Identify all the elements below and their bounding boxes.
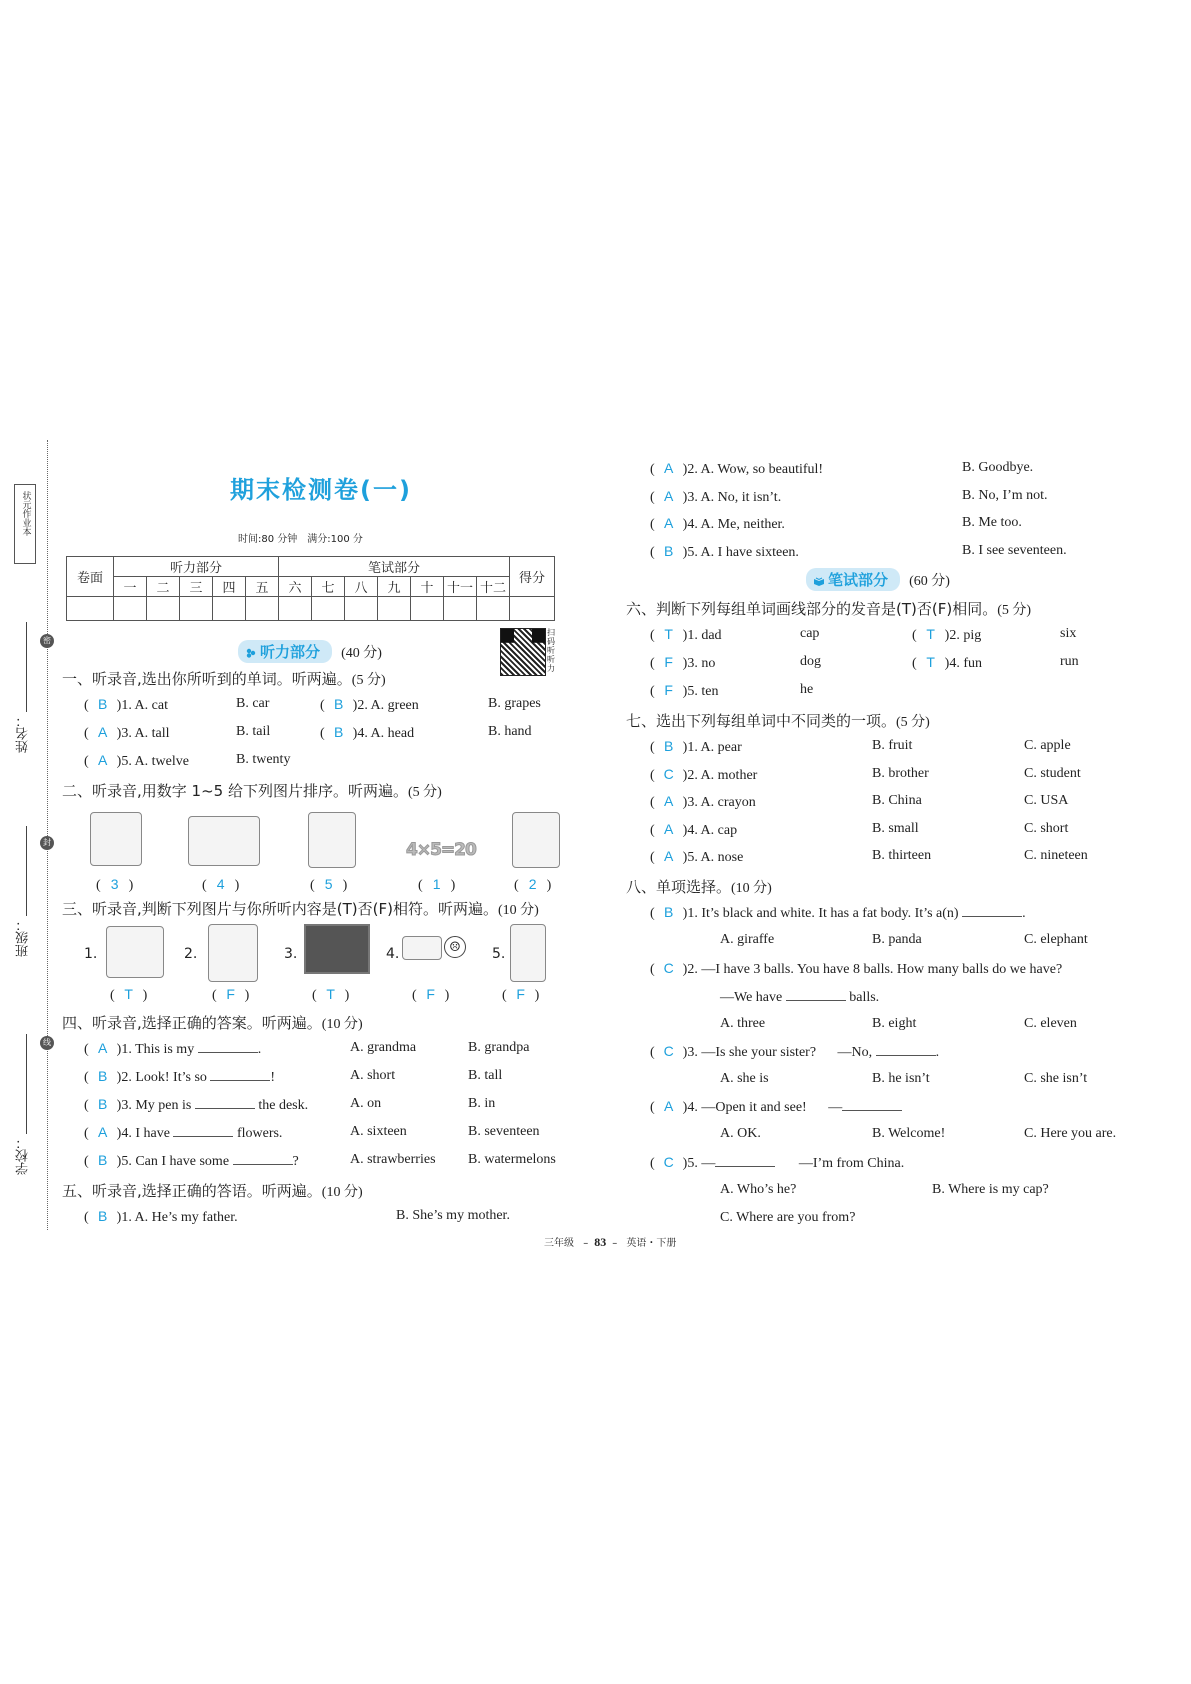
question-row: ( A )4. A. Me, neither. B. Me too.: [650, 515, 1022, 532]
answer-blank: [195, 1096, 255, 1109]
answer-mark[interactable]: A: [98, 1040, 108, 1056]
question-stem: )2. —I have 3 balls. You have 8 balls. How many balls do we have?: [682, 962, 1063, 977]
dots-icon: [246, 648, 256, 658]
answer-mark[interactable]: B: [664, 904, 674, 920]
section-7-title: [626, 710, 930, 731]
answer-mark[interactable]: T: [326, 986, 335, 1002]
score-cell[interactable]: [147, 597, 180, 621]
option-a: )2. A. mother: [682, 768, 758, 783]
question-row: ( A )4. —Open it and see! —: [650, 1098, 902, 1116]
section-5-title: [62, 1180, 363, 1201]
listening-pill: [238, 640, 332, 663]
section-4-title: [62, 1012, 363, 1033]
score-cell[interactable]: [510, 597, 555, 621]
option-b: B. tail: [236, 724, 271, 739]
option-a: A. giraffe: [720, 932, 775, 947]
score-cell[interactable]: [378, 597, 411, 621]
answer-mark[interactable]: A: [664, 1098, 674, 1114]
picture-number: 2.: [184, 946, 198, 962]
question-line-2: [720, 988, 879, 1006]
option-a: )4. A. Me, neither.: [682, 517, 785, 532]
tf-answer: ( T ): [110, 986, 148, 1003]
option-b: B. watermelons: [468, 1152, 556, 1167]
score-cell[interactable]: [67, 597, 114, 621]
score-cell[interactable]: [444, 597, 477, 621]
option-c: C. nineteen: [1024, 848, 1088, 863]
question-row: ( B )1. A. pear B. fruit C. apple: [650, 738, 1071, 755]
option-b: B. panda: [872, 932, 922, 947]
answer-mark[interactable]: C: [663, 960, 674, 976]
question-stem-end: .: [257, 1042, 262, 1057]
options-row: [720, 1071, 1150, 1087]
section-points: (5 分): [997, 603, 1032, 618]
answer-blank: [210, 1068, 270, 1081]
question-stem: )1. This is my: [116, 1042, 195, 1057]
section-6-title: [626, 598, 1031, 619]
listening-header: 听力部分: [114, 557, 279, 577]
section-points: (10 分): [321, 1185, 363, 1200]
answer-mark[interactable]: A: [664, 488, 674, 504]
tf-answer: ( T ): [312, 986, 350, 1003]
picture-number: 1.: [84, 946, 98, 962]
section-2-title: [62, 780, 442, 801]
option-b: B. grapes: [488, 696, 541, 711]
col-header: 十: [411, 577, 444, 597]
option-a: )5. A. nose: [682, 850, 744, 865]
word-1: )4. fun: [944, 656, 982, 671]
col-header: 六: [279, 577, 312, 597]
girl-with-ball-picture: [512, 812, 560, 868]
page-footer: 三年级 – 83 – 英语・下册: [544, 1235, 677, 1249]
option-a: )5. A. twelve: [116, 754, 189, 769]
option-a: A. strawberries: [350, 1152, 436, 1167]
option-b: B. tall: [468, 1068, 503, 1083]
footer-subject: 英语・下册: [626, 1238, 677, 1249]
score-cell[interactable]: [279, 597, 312, 621]
tf-answer: ( F ): [412, 986, 450, 1003]
option-b: B. thirteen: [872, 848, 932, 863]
answer-mark[interactable]: B: [98, 1068, 108, 1084]
option-b: B. car: [236, 696, 270, 711]
answer-mark[interactable]: C: [663, 1154, 674, 1170]
answer-mark[interactable]: 4: [216, 876, 225, 892]
option-c: C. USA: [1024, 793, 1069, 808]
word-1: )3. no: [682, 656, 716, 671]
answer-mark[interactable]: T: [664, 626, 673, 642]
option-a: )3. A. No, it isn’t.: [682, 490, 782, 505]
question-row: ( B )1. It’s black and white. It has a fat body. It’s a(n) .: [650, 904, 1026, 921]
answer-blank: [786, 988, 846, 1001]
answer-mark[interactable]: C: [663, 766, 674, 782]
option-c: C. elephant: [1024, 932, 1088, 947]
word-2: cap: [800, 626, 820, 641]
option-b: B. he isn’t: [872, 1071, 930, 1086]
option-a: )5. A. I have sixteen.: [682, 545, 799, 560]
reply-text: —I’m from China.: [798, 1156, 905, 1171]
option-a: )1. A. He’s my father.: [116, 1210, 238, 1225]
col-header: 九: [378, 577, 411, 597]
section-title-text: 三、听录音,判断下列图片与你所听内容是(T)否(F)相符。听两遍。: [62, 900, 498, 918]
question-row: ( A )5. A. nose B. thirteen C. nineteen: [650, 848, 1088, 865]
picture-number: 4.: [386, 946, 400, 962]
order-answer: ( 4 ): [202, 876, 240, 893]
question-stem: )2. Look! It’s so: [116, 1070, 207, 1085]
option-c: C. apple: [1024, 738, 1071, 753]
brand-box: [14, 484, 36, 564]
option-a: )1. A. pear: [682, 740, 742, 755]
score-cell[interactable]: [411, 597, 444, 621]
name-label: 姓名：: [16, 714, 31, 753]
word-1: )2. pig: [944, 628, 982, 643]
seal-feng: 封: [40, 836, 54, 850]
question-stem-end: !: [270, 1070, 276, 1085]
order-answer: ( 3 ): [96, 876, 134, 893]
section-points: (10 分): [497, 903, 539, 918]
question-stem: )5. Can I have some: [116, 1154, 230, 1169]
girl-touching-head-picture: [90, 812, 142, 866]
question-row: ( A )5. A. twelve B. twenty: [84, 752, 291, 769]
section-points: (10 分): [321, 1017, 363, 1032]
question-row: ( B )2. A. green B. grapes: [320, 696, 541, 713]
answer-mark[interactable]: A: [664, 848, 674, 864]
listening-pill-label: 听力部分: [260, 643, 321, 661]
answer-mark[interactable]: F: [516, 986, 525, 1002]
options-row: [720, 1182, 1150, 1198]
school-label: 学校：: [16, 1136, 31, 1175]
question-stem-end: .: [1022, 906, 1026, 921]
option-b: B. seventeen: [468, 1124, 540, 1139]
section-points: (5 分): [351, 673, 386, 688]
listening-section-header: [238, 640, 382, 663]
question-row: ( C )2. A. mother B. brother C. student: [650, 766, 1081, 783]
section-title-text: 七、选出下列每组单词中不同类的一项。: [626, 712, 897, 730]
class-label: 班级：: [16, 918, 31, 957]
option-b: B. hand: [488, 724, 532, 739]
word-2: run: [1060, 654, 1079, 669]
score-cell[interactable]: [114, 597, 147, 621]
option-a: )3. A. tall: [116, 726, 170, 741]
question-stem: )1. It’s black and white. It has a fat body. It’s a(n): [682, 906, 959, 921]
total-header: 得分: [510, 557, 555, 597]
option-b: B. Me too.: [962, 515, 1022, 530]
book-icon: [814, 576, 824, 586]
score-table: [66, 556, 555, 621]
footer-grade: 三年级: [544, 1238, 574, 1249]
option-b: B. grandpa: [468, 1040, 530, 1055]
answer-mark[interactable]: B: [98, 1096, 108, 1112]
score-row-label: 卷面: [67, 557, 114, 597]
name-field-line[interactable]: [26, 622, 27, 712]
answer-mark[interactable]: F: [664, 654, 673, 670]
question-row: ( B )2. Look! It’s so ! A. short B. tall: [84, 1068, 503, 1085]
answer-mark[interactable]: A: [664, 793, 674, 809]
equation-picture: 4×5=20: [406, 840, 476, 860]
answer-mark[interactable]: B: [98, 1208, 108, 1224]
answer-mark[interactable]: T: [926, 626, 935, 642]
answer-mark[interactable]: C: [663, 1043, 674, 1059]
question-row: ( B )1. A. cat B. car: [84, 696, 270, 713]
question-row: ( T )2. pig six: [912, 626, 1077, 643]
option-a: A. short: [350, 1068, 396, 1083]
page-title: 期末检测卷(一): [230, 476, 412, 504]
answer-blank: [962, 904, 1022, 917]
question-row: ( A )3. A. crayon B. China C. USA: [650, 793, 1069, 810]
option-b: B. eight: [872, 1016, 917, 1031]
box-picture: [106, 926, 164, 978]
question-stem-end: the desk.: [258, 1098, 309, 1113]
option-b: B. Welcome!: [872, 1126, 946, 1141]
col-header: 二: [147, 577, 180, 597]
question-row: ( B )3. My pen is the desk. A. on B. in: [84, 1096, 496, 1113]
question-stem: —We have: [720, 990, 783, 1005]
option-a: A. on: [350, 1096, 382, 1111]
option-c: C. short: [1024, 821, 1069, 836]
section-points: (5 分): [407, 785, 442, 800]
tf-answer: ( F ): [502, 986, 540, 1003]
answer-blank: [842, 1098, 902, 1111]
col-header: 八: [345, 577, 378, 597]
question-stem-end: flowers.: [236, 1126, 283, 1141]
answer-blank: [715, 1154, 775, 1167]
question-row: ( B )1. A. He’s my father. B. She’s my mother.: [84, 1208, 510, 1225]
option-a: )2. A. green: [352, 698, 419, 713]
order-answer: ( 5 ): [310, 876, 348, 893]
ostrich-picture: [510, 924, 546, 982]
answer-mark[interactable]: A: [98, 752, 108, 768]
section-3-title: [62, 898, 539, 919]
school-field-line[interactable]: [26, 1034, 27, 1134]
section-title-text: 二、听录音,用数字 1~5 给下列图片排序。听两遍。: [62, 782, 408, 800]
option-a: A. grandma: [350, 1040, 417, 1055]
option-a: )2. A. Wow, so beautiful!: [682, 462, 824, 477]
question-row: ( F )3. no dog: [650, 654, 821, 671]
col-header: 五: [246, 577, 279, 597]
option-a: )1. A. cat: [116, 698, 168, 713]
question-row: ( A )3. A. tall B. tail: [84, 724, 271, 741]
option-c: C. Where are you from?: [720, 1210, 856, 1225]
answer-mark[interactable]: B: [664, 738, 674, 754]
answer-mark[interactable]: 1: [432, 876, 441, 892]
section-title-text: 四、听录音,选择正确的答案。听两遍。: [62, 1014, 322, 1032]
answer-mark[interactable]: A: [664, 821, 674, 837]
answer-mark[interactable]: 5: [324, 876, 333, 892]
answer-mark[interactable]: T: [124, 986, 133, 1002]
col-header: 十二: [477, 577, 510, 597]
answer-mark[interactable]: B: [334, 696, 344, 712]
option-b: B. I see seventeen.: [962, 543, 1067, 558]
reply-text: —No,: [837, 1045, 873, 1060]
bear-on-toys-picture: [208, 924, 258, 982]
answer-mark[interactable]: A: [664, 460, 674, 476]
question-row: ( A )4. A. cap B. small C. short: [650, 821, 1069, 838]
answer-blank: [173, 1124, 233, 1137]
col-header: 十一: [444, 577, 477, 597]
options-row: [720, 932, 1150, 948]
answer-mark[interactable]: F: [426, 986, 435, 1002]
option-c: C. eleven: [1024, 1016, 1077, 1031]
section-8-title: [626, 876, 772, 897]
section-1-title: [62, 668, 386, 689]
question-row: ( B )5. A. I have sixteen. B. I see seventeen.: [650, 543, 1067, 560]
question-row: ( A )3. A. No, it isn’t. B. No, I’m not.: [650, 488, 1048, 505]
seal-mi: 密: [40, 634, 54, 648]
question-row: ( A )2. A. Wow, so beautiful! B. Goodbye.: [650, 460, 1034, 477]
writing-section-header: [806, 568, 950, 591]
option-b: B. Goodbye.: [962, 460, 1034, 475]
writing-header: 笔试部分: [279, 557, 510, 577]
answer-mark[interactable]: B: [664, 543, 674, 559]
option-a: )4. A. cap: [682, 823, 738, 838]
answer-mark[interactable]: 3: [110, 876, 119, 892]
answer-mark[interactable]: A: [98, 724, 108, 740]
option-a: )3. A. crayon: [682, 795, 756, 810]
score-cell[interactable]: [180, 597, 213, 621]
option-a: A. three: [720, 1016, 766, 1031]
teacher-blackboard-picture: [304, 924, 370, 974]
writing-pill-label: 笔试部分: [828, 571, 889, 589]
picture-number: 3.: [284, 946, 298, 962]
option-c: C. she isn’t: [1024, 1071, 1088, 1086]
options-row: [720, 1126, 1150, 1142]
answer-mark[interactable]: T: [926, 654, 935, 670]
word-1: )5. ten: [682, 684, 719, 699]
question-row: ( T )4. fun run: [912, 654, 1079, 671]
score-cell[interactable]: [345, 597, 378, 621]
col-header: 七: [312, 577, 345, 597]
sad-face-icon: ☹: [444, 936, 466, 958]
option-b: B. She’s my mother.: [396, 1208, 510, 1223]
answer-blank: [876, 1043, 936, 1056]
question-stem: )4. I have: [116, 1126, 170, 1141]
section-title-text: 六、判断下列每组单词画线部分的发音是(T)否(F)相同。: [626, 600, 998, 618]
option-b: B. brother: [872, 766, 929, 781]
question-row: ( B )4. A. head B. hand: [320, 724, 532, 741]
option-b: B. twenty: [236, 752, 291, 767]
answer-mark[interactable]: A: [98, 1124, 108, 1140]
score-cell[interactable]: [312, 597, 345, 621]
question-stem-end: .: [935, 1045, 940, 1060]
tf-answer: ( F ): [212, 986, 250, 1003]
question-stem: )4. —Open it and see!: [682, 1100, 807, 1115]
answer-blank: [198, 1040, 258, 1053]
score-cell[interactable]: [246, 597, 279, 621]
options-row: [720, 1016, 1150, 1032]
reply-text: —: [828, 1100, 843, 1115]
option-a: A. Who’s he?: [720, 1182, 797, 1197]
order-answer: ( 1 ): [418, 876, 456, 893]
qr-code-icon[interactable]: [500, 628, 546, 676]
section-title-text: 一、听录音,选出你所听到的单词。听两遍。: [62, 670, 352, 688]
option-a: )4. A. head: [352, 726, 415, 741]
col-header: 四: [213, 577, 246, 597]
binding-dotted-line: [47, 440, 48, 1230]
option-b: B. fruit: [872, 738, 913, 753]
answer-mark[interactable]: 2: [528, 876, 537, 892]
answer-mark[interactable]: B: [334, 724, 344, 740]
col-header: 一: [114, 577, 147, 597]
class-field-line[interactable]: [26, 826, 27, 916]
question-stem: )3. —Is she your sister?: [682, 1045, 817, 1060]
option-b: B. No, I’m not.: [962, 488, 1048, 503]
qr-caption: 扫码听听力: [547, 628, 555, 673]
options-row: [720, 1210, 855, 1226]
answer-blank: [233, 1152, 293, 1165]
section-points: (5 分): [896, 715, 930, 730]
page-number: 83: [594, 1235, 607, 1249]
option-b: B. small: [872, 821, 919, 836]
exam-meta: 时间:80 分钟 满分:100 分: [238, 534, 363, 545]
question-row: ( A )1. This is my . A. grandma B. grandpa: [84, 1040, 530, 1057]
brand-label: 状元作业本: [20, 491, 31, 536]
option-a: A. she is: [720, 1071, 769, 1086]
col-header: 三: [180, 577, 213, 597]
option-b: B. in: [468, 1096, 496, 1111]
word-2: dog: [800, 654, 821, 669]
question-stem-end: ?: [292, 1154, 299, 1169]
answer-mark[interactable]: A: [664, 515, 674, 531]
bananas-picture: [402, 936, 442, 960]
question-row: ( C )3. —Is she your sister? —No, .: [650, 1043, 940, 1060]
word-2: he: [800, 682, 814, 697]
answer-mark[interactable]: F: [226, 986, 235, 1002]
option-b: B. Where is my cap?: [932, 1182, 1049, 1197]
question-row: ( B )5. Can I have some ? A. strawberries B. watermelons: [84, 1152, 556, 1169]
section-title-text: 八、单项选择。: [626, 878, 732, 896]
question-row: ( F )5. ten he: [650, 682, 814, 699]
word-1: )1. dad: [682, 628, 722, 643]
writing-points: (60 分): [909, 574, 950, 589]
option-c: C. Here you are.: [1024, 1126, 1117, 1141]
writing-pill: [806, 568, 900, 591]
seal-xian: 线: [40, 1036, 54, 1050]
family-picture: [308, 812, 356, 868]
answer-mark[interactable]: F: [664, 682, 673, 698]
question-stem: )5. —: [682, 1156, 716, 1171]
section-points: (10 分): [731, 881, 772, 896]
word-2: six: [1060, 626, 1077, 641]
question-stem-end: balls.: [849, 990, 880, 1005]
answer-mark[interactable]: B: [98, 696, 108, 712]
score-cell[interactable]: [477, 597, 510, 621]
boy-at-desk-picture: [188, 816, 260, 866]
answer-mark[interactable]: B: [98, 1152, 108, 1168]
option-c: C. student: [1024, 766, 1081, 781]
question-row: ( A )4. I have flowers. A. sixteen B. seventeen: [84, 1124, 540, 1141]
section-title-text: 五、听录音,选择正确的答语。听两遍。: [62, 1182, 322, 1200]
option-a: A. sixteen: [350, 1124, 407, 1139]
listening-points: (40 分): [341, 646, 382, 661]
question-stem: )3. My pen is: [116, 1098, 192, 1113]
option-b: B. China: [872, 793, 922, 808]
question-row: ( T )1. dad cap: [650, 626, 820, 643]
question-row: ( C )5. — —I’m from China.: [650, 1154, 905, 1171]
score-cell[interactable]: [213, 597, 246, 621]
question-row: ( C )2. —I have 3 balls. You have 8 balls. How many balls do we have?: [650, 960, 1063, 977]
option-a: A. OK.: [720, 1126, 761, 1141]
picture-number: 5.: [492, 946, 506, 962]
order-answer: ( 2 ): [514, 876, 552, 893]
